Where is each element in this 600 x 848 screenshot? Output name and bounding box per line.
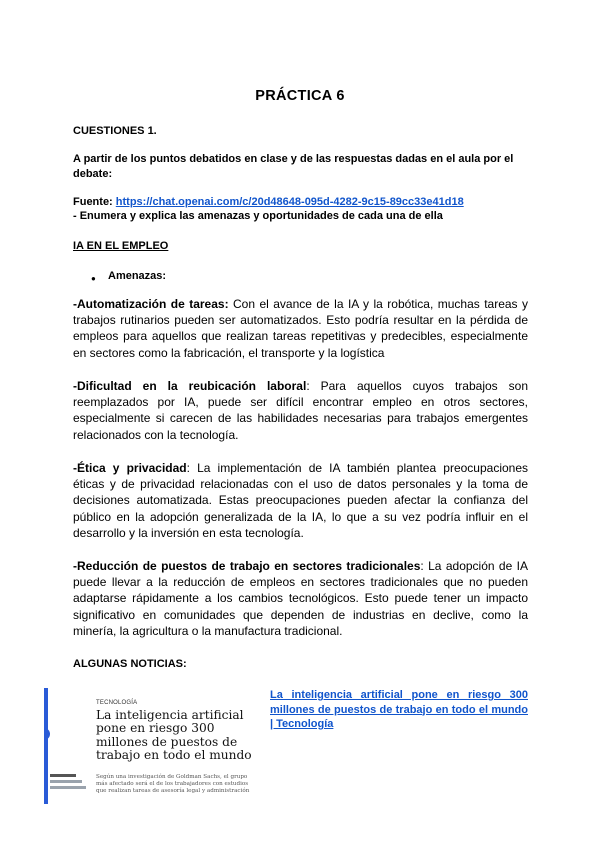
paragraph-automatizacion bbox=[73, 296, 528, 361]
paragraph-body: Con el avance de la IA y la robótica, muchas tareas y trabajos rutinarios pueden ser automatizados. Esto podría resultar en la pérdida de empleos para aquellos que realizan tareas repetitivas y predecibles, especialmente en sectores como la fabricación, el transporte y la logística bbox=[73, 297, 528, 360]
paragraph-term: -Ética y privacidad bbox=[73, 461, 187, 475]
thumbnail-section: TECNOLOGÍA bbox=[96, 700, 138, 706]
source-link[interactable]: https://chat.openai.com/c/20d48648-095d-4282-9c15-89cc33e41d18 bbox=[115, 196, 464, 208]
topic-heading: IA EN EL EMPLEO bbox=[73, 240, 169, 252]
paragraph-body: : La implementación de IA también plantea preocupaciones éticas y de privacidad relacionadas con el uso de datos personales y la toma de decisiones automatizada. Estas preocupaciones pueden afectar la confianza del público en la adopción generalizada de la IA, lo que a su vez podría influir en el desarrollo y la inversión en esta tecnología. bbox=[73, 461, 529, 540]
task-text: - Enumera y explica las amenazas y oportunidades de cada una de ella bbox=[73, 210, 443, 222]
source-line bbox=[73, 195, 528, 210]
section-heading: CUESTIONES 1. bbox=[73, 125, 157, 137]
paragraph-term: -Dificultad en la reubicación laboral bbox=[73, 379, 307, 393]
thumbnail-accent-notch bbox=[44, 728, 50, 740]
news-article-link[interactable]: La inteligencia artificial pone en riesgo 300 millones de puestos de trabajo en todo el mundo | Tecnología bbox=[270, 689, 528, 730]
thumbnail-headline: La inteligencia artificial pone en riesgo 300 millones de puestos de trabajo en todo el mundo bbox=[96, 708, 252, 763]
paragraph-term: -Reducción de puestos de trabajo en sectores tradicionales bbox=[73, 559, 421, 573]
thumbnail-byline-placeholder bbox=[50, 774, 88, 792]
paragraph-body: : La adopción de IA puede llevar a la reducción de empleos en sectores tradicionales que no pueden adaptarse rápidamente a los cambios tecnológicos. Esto puede tener un impacto significativo en comunidades que dependen de industrias en declive, como la minería, la agricultura o la manufactura tradicional. bbox=[73, 559, 528, 638]
page-title: PRÁCTICA 6 bbox=[255, 88, 345, 104]
bullet-amenazas: Amenazas: bbox=[108, 270, 167, 282]
news-heading: ALGUNAS NOTICIAS: bbox=[73, 658, 187, 670]
source-label: Fuente: bbox=[73, 196, 113, 208]
thumbnail-accent-bar bbox=[44, 688, 48, 804]
instruction-text: A partir de los puntos debatidos en clase y de las respuestas dadas en el aula por el debate: bbox=[73, 153, 514, 180]
bullet-dot-icon: ● bbox=[91, 274, 96, 283]
thumbnail-lead: Según una investigación de Goldman Sachs, el grupo más afectado será el de los trabajadores con estudios que realizan tareas de asesoría legal y administración bbox=[96, 774, 250, 794]
paragraph-etica bbox=[73, 460, 528, 541]
paragraph-term: -Automatización de tareas: bbox=[73, 297, 229, 311]
paragraph-body: : Para aquellos cuyos trabajos son reemplazados por IA, puede ser difícil encontrar empleo en otros sectores, especialmente si carecen de las habilidades necesarias para trabajos emergentes relacionados con la tecnología. bbox=[73, 379, 528, 442]
paragraph-reduccion bbox=[73, 558, 528, 639]
news-thumbnail[interactable] bbox=[44, 688, 258, 804]
paragraph-reubicacion bbox=[73, 378, 528, 443]
